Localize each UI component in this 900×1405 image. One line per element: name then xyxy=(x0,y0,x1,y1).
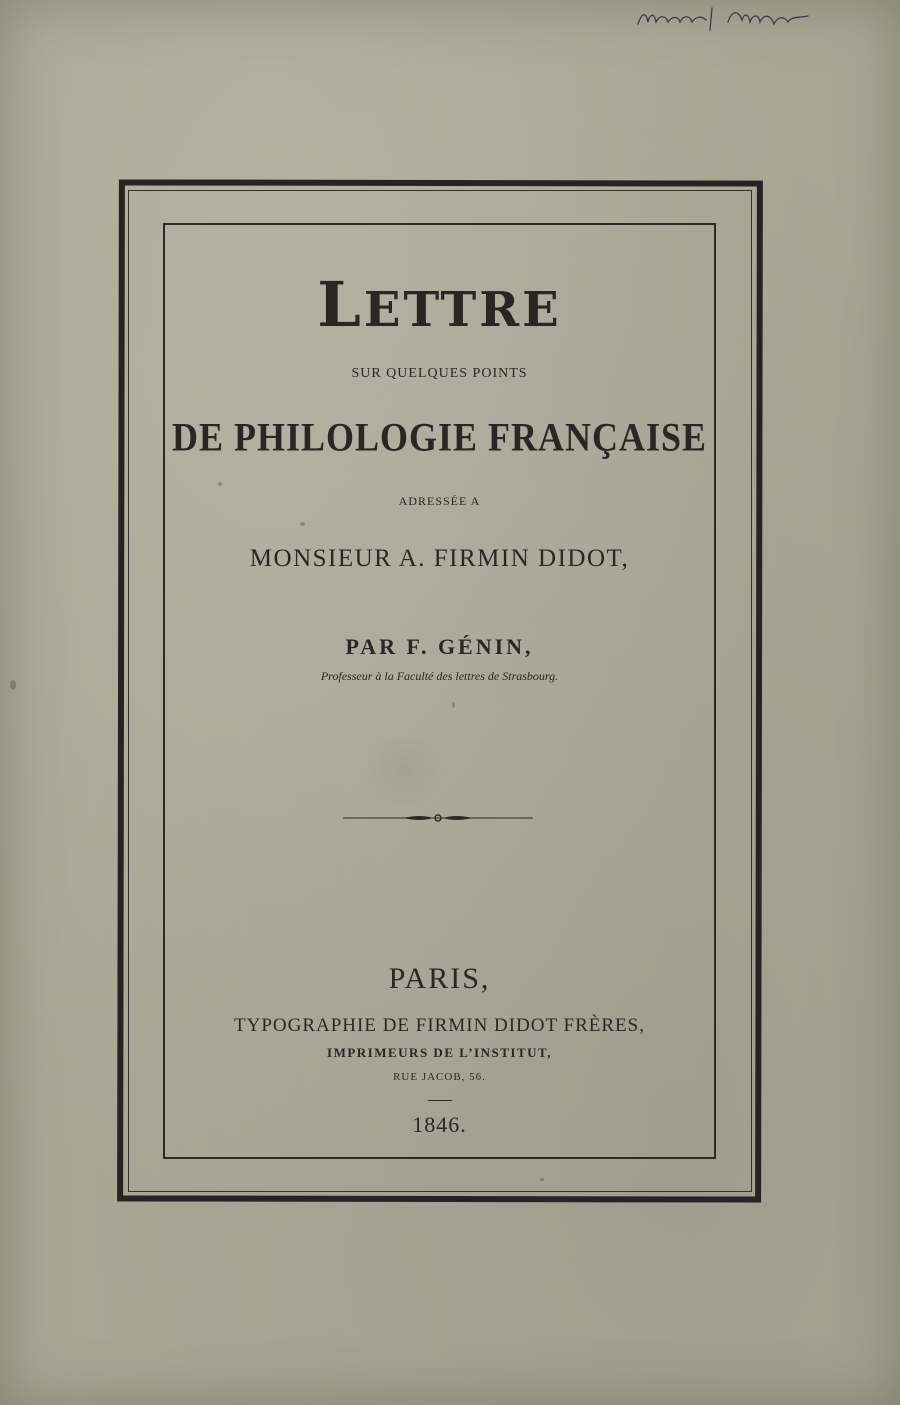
main-subject: DE PHILOLOGIE FRANÇAISE xyxy=(171,414,708,460)
recipient-name: MONSIEUR A. FIRMIN DIDOT, xyxy=(249,545,630,572)
subtitle-connector: SUR QUELQUES POINTS xyxy=(351,366,528,381)
publication-city: PARIS, xyxy=(388,962,491,995)
paper-spot xyxy=(10,680,16,690)
handwritten-signature xyxy=(632,0,822,40)
title-rest: ETTRE xyxy=(363,282,562,338)
author-line: PAR F. GÉNIN, xyxy=(345,634,534,659)
title-lettre xyxy=(163,268,716,341)
ornament-divider xyxy=(343,808,533,828)
addressed-to-label: ADRESSÉE A xyxy=(398,494,481,508)
short-rule xyxy=(428,1100,452,1101)
printer-role: IMPRIMEURS DE L’INSTITUT, xyxy=(327,1045,552,1060)
printer-address: RUE JACOB, 56. xyxy=(393,1071,486,1083)
title-initial: L xyxy=(317,268,364,341)
printer-name: TYPOGRAPHIE DE FIRMIN DIDOT FRÈRES, xyxy=(234,1015,645,1036)
author-title: Professeur à la Faculté des lettres de Strasbourg. xyxy=(320,669,559,683)
publication-year: 1846. xyxy=(412,1112,467,1137)
